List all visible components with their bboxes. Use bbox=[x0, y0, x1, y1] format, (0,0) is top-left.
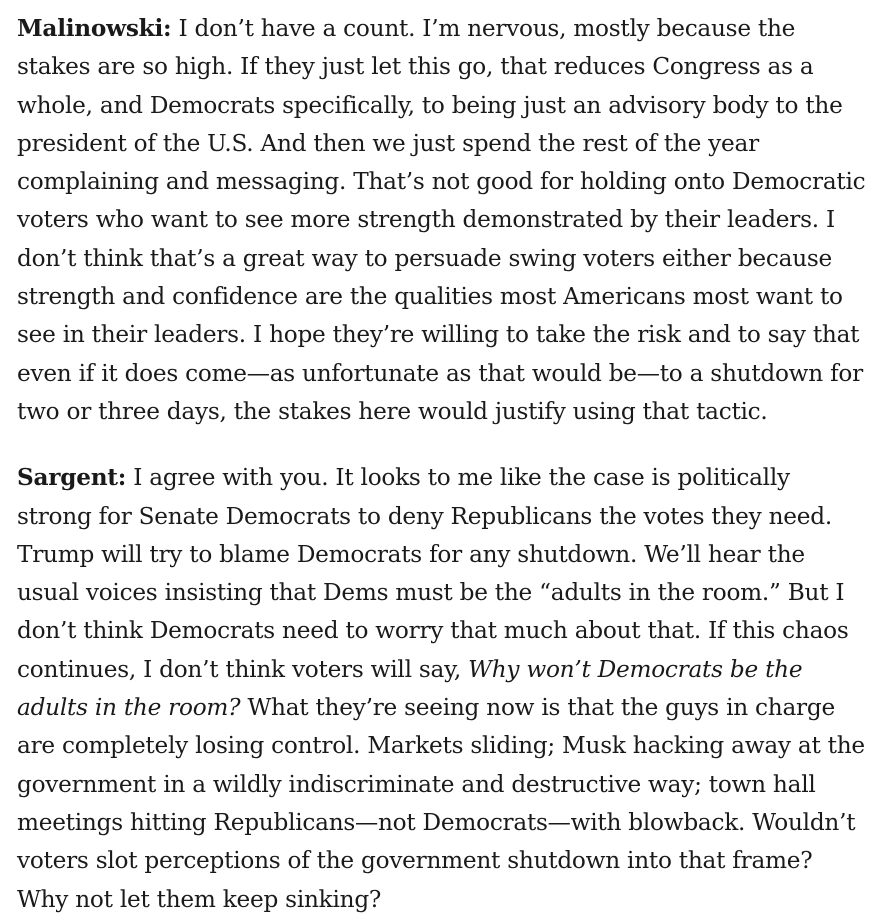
paragraph-malinowski bbox=[17, 10, 867, 431]
speaker-name: Malinowski: bbox=[17, 15, 172, 42]
speaker-name: Sargent: bbox=[17, 464, 127, 492]
paragraph-text: I agree with you. It looks to me like the case is politically strong for Senate Democrats to deny Republicans the votes they need. Trump will try to blame Democrats for any shutdown. We’ll hear the usual voices insisting that Dems must be the “adults in the room.” But I don’t think Democrats need to worry that much about that. If this chaos continues, I don’t think voters will say, bbox=[17, 464, 849, 683]
paragraph-text: I don’t have a count. I’m nervous, mostly because the stakes are so high. If they just let this go, that reduces Congress as a whole, and Democrats specifically, to being just an advisory body to the president of the U.S. And then we just spend the rest of the year complaining and messaging. That’s not good for holding onto Democratic voters who want to see more strength demonstrated by their leaders. I don’t think that’s a great way to persuade swing voters either because strength and confidence are the qualities most Americans most want to see in their leaders. I hope they’re willing to take the risk and to say that even if it does come—as unfortunate as that would be—to a shutdown for two or three days, the stakes here would justify using that tactic. bbox=[17, 15, 866, 425]
paragraph-sargent bbox=[17, 459, 867, 919]
italic-quote: Why won’t Democrats be the adults in the room? bbox=[17, 655, 803, 722]
paragraph-text-continued: What they’re seeing now is that the guys in charge are completely losing control. Markets sliding; Musk hacking away at the government in a wildly indiscriminate and destructive way; town hall meetings hitting Republicans—not Democrats—with blowback. Wouldn’t voters slot perceptions of the government shutdown into that frame? Why not let them keep sinking? bbox=[17, 694, 865, 913]
article-body bbox=[17, 10, 867, 919]
